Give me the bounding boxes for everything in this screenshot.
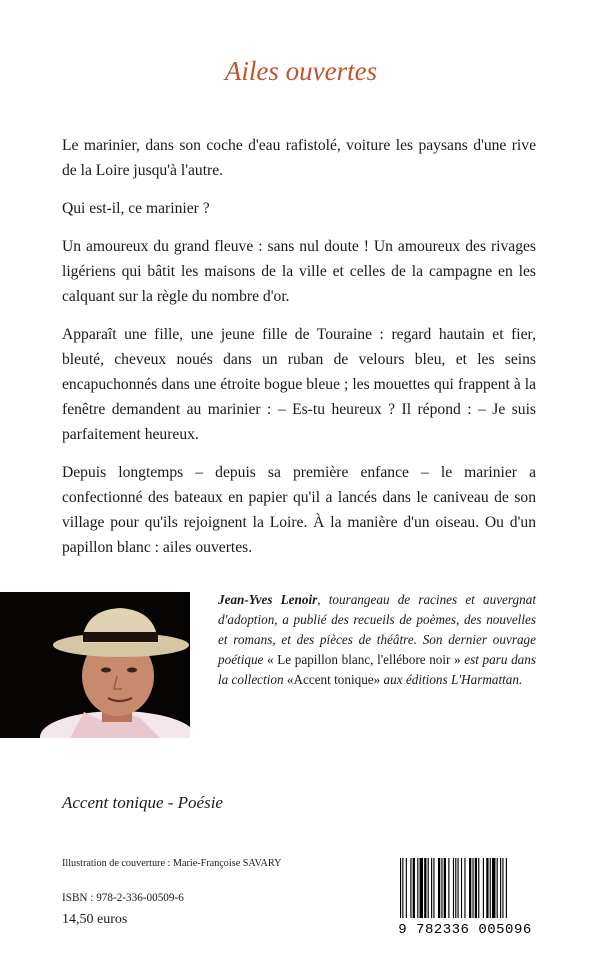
collection-name: «Accent tonique»	[286, 672, 381, 687]
paragraph: Apparaît une fille, une jeune fille de Touraine : regard hautain et fier, bleuté, cheveux noués dans un ruban de velours bleu, et les seins encapuchonnés dans une étroite bogue bleue ; les mouettes qui frappent à la fenêtre demandent au marinier : – Es-tu heureux ? Il répond : – Je suis parfaitement heureux.	[62, 326, 536, 443]
barcode-bar	[431, 858, 432, 918]
author-bio	[218, 590, 536, 690]
barcode-bar	[428, 858, 429, 918]
barcode-bar	[406, 858, 407, 918]
paragraph: Un amoureux du grand fleuve : sans nul doute ! Un amoureux des rivages ligériens qui bâtit les maisons de la ville et celles de la campagne en les calquant sur la règle du nombre d'or.	[62, 238, 536, 305]
barcode-bar	[472, 858, 473, 918]
barcode-bar	[444, 858, 446, 918]
barcode-bar	[400, 858, 401, 918]
cover-credit: Illustration de couverture : Marie-Françoise SAVARY	[62, 858, 282, 869]
barcode-bar	[441, 858, 442, 918]
paragraph: Le marinier, dans son coche d'eau rafistolé, voiture les paysans d'une rive de la Loire jusqu'à l'autre.	[62, 137, 536, 179]
barcode-bar	[410, 858, 411, 918]
barcode-bar	[492, 858, 495, 918]
barcode-bar	[500, 858, 501, 918]
barcode-bar	[483, 858, 484, 918]
barcode-bar	[448, 858, 449, 918]
isbn-barcode	[392, 856, 538, 936]
back-cover-blurb	[62, 133, 536, 573]
barcode-bar	[417, 858, 418, 918]
author-name: Jean-Yves Lenoir	[218, 592, 318, 607]
barcode-bar	[506, 858, 507, 918]
barcode-bar	[490, 858, 491, 918]
barcode-bar	[497, 858, 498, 918]
barcode-bar	[486, 858, 488, 918]
isbn: ISBN : 978-2-336-00509-6	[62, 892, 184, 904]
barcode-bar	[464, 858, 465, 918]
barcode-bar	[478, 858, 479, 918]
author-bio-text: est paru dans la collection	[218, 652, 536, 687]
latest-work-title: « Le papillon blanc, l'ellébore noir »	[267, 652, 461, 667]
barcode-bar	[461, 858, 462, 918]
barcode-bar	[502, 858, 503, 918]
barcode-bar	[420, 858, 423, 918]
author-bio-text: aux éditions L'Harmattan.	[380, 672, 523, 687]
barcode-bar	[475, 858, 477, 918]
paragraph: Qui est-il, ce marinier ?	[62, 200, 210, 217]
barcode-bar	[402, 858, 403, 918]
price: 14,50 euros	[62, 912, 128, 927]
barcode-bar	[458, 858, 459, 918]
author-bio-text: , tourangeau de racines et auvergnat d'adoption, a publié des recueils de poèmes, des nouvelles et romans, et des pièces de théâtre. Son dernier ouvrage poétique	[218, 592, 536, 667]
barcode-bar	[413, 858, 415, 918]
paragraph: Depuis longtemps – depuis sa première enfance – le marinier a confectionné des bateaux en papier qu'il a lancés dans le caniveau de son village pour qu'ils rejoignent la Loire. À la manière d'un oiseau. Ou d'un papillon blanc : ailes ouvertes.	[62, 464, 536, 556]
barcode-bar	[453, 858, 454, 918]
book-title: Ailes ouvertes	[224, 56, 378, 86]
barcode-bar	[455, 858, 456, 918]
barcode-bar	[469, 858, 471, 918]
author-photo	[0, 592, 190, 738]
barcode-bar	[424, 858, 426, 918]
barcode-bar	[433, 858, 434, 918]
barcode-digits: 9 782336 005096	[398, 922, 532, 936]
barcode-bar	[438, 858, 440, 918]
collection-label: Accent tonique - Poésie	[62, 793, 223, 812]
